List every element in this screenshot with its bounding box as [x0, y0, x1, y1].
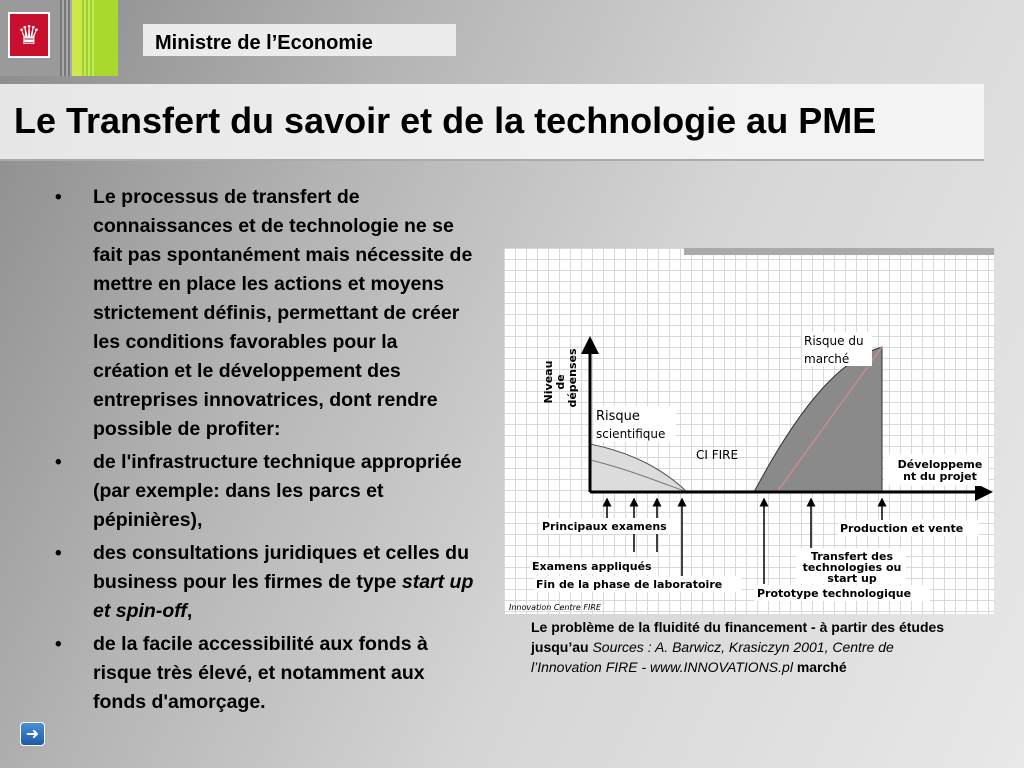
transfert-label1: Transfert des	[810, 550, 894, 563]
bullet-item	[55, 539, 475, 626]
bullet-item	[55, 183, 475, 444]
next-arrow-icon: ➜	[25, 726, 40, 743]
caption-bold: Le problème de la fluidité du financement - à partir des études jusqu’au	[531, 619, 945, 655]
bullet-list	[55, 183, 475, 721]
risk-market-label2: marché	[804, 352, 850, 366]
bullet-italic-text: start up et spin-off	[93, 571, 474, 622]
figure-top-bar	[684, 248, 994, 255]
transfert-label2: technologies ou	[802, 561, 902, 574]
bullet-text: de la facile accessibilité aux fonds à risque très élevé, et notamment aux fonds d'amorçage.	[93, 633, 428, 713]
x-axis-label2: nt du projet	[903, 470, 977, 483]
caption-source: Sources : A. Barwicz, Krasiczyn 2001, Centre de l’Innovation FIRE - www.INNOVATIONS.pl	[531, 639, 894, 675]
fin-phase-label: Fin de la phase de laboratoire	[536, 578, 723, 591]
examens-appliques-label: Examens appliqués	[532, 560, 652, 573]
production-label: Production et vente	[840, 522, 964, 535]
bullet-text: Le processus de transfert de connaissances et de technologie ne se fait pas spontanément mais nécessite de mettre en place les actions et moyens strictement définis, permettant de créer les conditions favorables pour la création et le développement des entreprises innovatrices, dont rendre possible de profiter:	[93, 186, 473, 440]
bullet-icon: •	[55, 543, 62, 564]
risk-market-label1: Risque du	[804, 334, 864, 348]
bullet-item	[55, 630, 475, 717]
ci-fire-label: CI FIRE	[696, 448, 739, 462]
y-axis-label-line1: Niveau	[542, 360, 555, 404]
y-axis-label-line3: dépenses	[566, 348, 579, 408]
bullet-text: de l'infrastructure technique appropriée (par exemple: dans les parcs et pépinières),	[93, 451, 462, 531]
caption-bold-end: marché	[792, 659, 847, 675]
bullet-icon: •	[55, 634, 62, 655]
y-axis-label-line2: de	[554, 374, 567, 390]
next-slide-button[interactable]	[20, 722, 45, 746]
bullet-item	[55, 448, 475, 535]
page-title: Le Transfert du savoir et de la technologie au PME	[14, 100, 877, 141]
source-tag: Innovation Centre FIRE	[509, 603, 601, 612]
bullet-icon: •	[55, 452, 62, 473]
x-axis-label1: Développeme	[897, 458, 983, 471]
ministry-label: Ministre de l’Economie	[155, 32, 373, 54]
risk-scientific-label1: Risque	[596, 409, 640, 424]
bullet-icon: •	[55, 187, 62, 208]
principaux-examens-label: Principaux examens	[542, 520, 667, 533]
scientific-risk-area	[590, 444, 687, 492]
polish-eagle-icon: ♛	[8, 12, 50, 58]
prototype-label: Prototype technologique	[757, 587, 912, 600]
bullet-text: des consultations juridiques et celles du business pour les firmes de type	[93, 542, 470, 593]
bullet-text-end: ,	[186, 600, 193, 622]
logo	[0, 0, 118, 76]
transfert-label3: start up	[827, 572, 877, 585]
financing-diagram	[504, 248, 994, 614]
risk-scientific-label2: scientifique	[596, 427, 666, 441]
market-risk-area	[754, 347, 882, 492]
figure-caption	[531, 617, 961, 677]
